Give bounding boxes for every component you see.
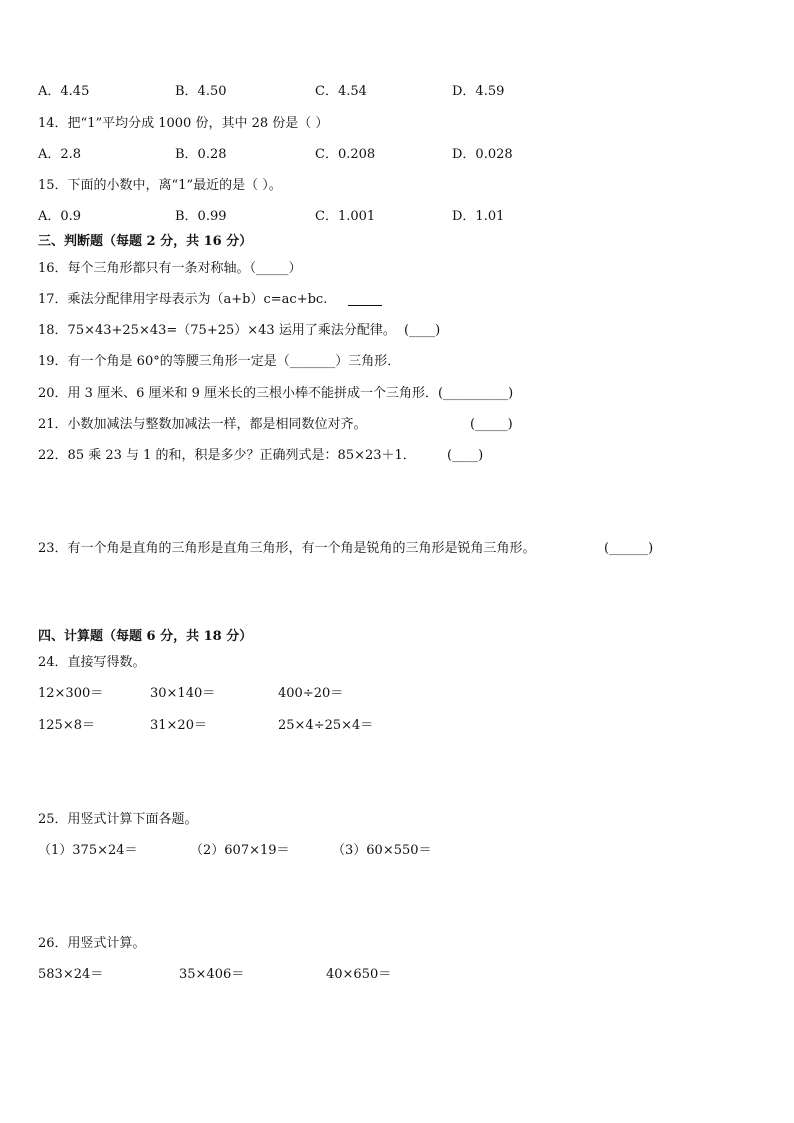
q25-item-2: （2）607×19＝ (190, 843, 290, 858)
q22-answer-paren[interactable]: (____) (447, 448, 484, 463)
q15-stem: 15．下面的小数中，离“1”最近的是（ ）。 (38, 178, 282, 193)
q15-option-c: C．1.001 (315, 209, 376, 224)
q15-option-a: A．0.9 (38, 209, 82, 224)
q14-option-d: D．0.028 (452, 147, 513, 162)
q25-item-1: （1）375×24＝ (38, 843, 138, 858)
q15-option-b: B．0.99 (175, 209, 227, 224)
section-4-title: 四、计算题（每题 6 分，共 18 分） (38, 629, 253, 644)
q13-option-d: D．4.59 (452, 84, 505, 99)
q24-item-1: 12×300＝ (38, 686, 104, 701)
q26-stem: 26．用竖式计算。 (38, 936, 146, 951)
q18: 18．75×43+25×43=（75+25）×43 运用了乘法分配律。 (38, 323, 396, 338)
section-3-title: 三、判断题（每题 2 分，共 16 分） (38, 234, 253, 249)
q14-stem: 14．把“1”平均分成 1000 份，其中 28 份是（ ） (38, 116, 329, 131)
q19: 19．有一个角是 60°的等腰三角形一定是（_______）三角形． (38, 354, 401, 369)
q25-item-3: （3）60×550＝ (332, 843, 432, 858)
q13-option-a: A．4.45 (38, 84, 90, 99)
q24-item-6: 25×4÷25×4＝ (278, 718, 374, 733)
q15-option-d: D．1.01 (452, 209, 505, 224)
q22: 22．85 乘 23 与 1 的和，积是多少？正确列式是：85×23＋1． (38, 448, 416, 463)
q13-option-b: B．4.50 (175, 84, 227, 99)
q24-stem: 24．直接写得数。 (38, 655, 146, 670)
q14-option-c: C．0.208 (315, 147, 376, 162)
q18-answer-paren[interactable]: (____) (404, 323, 441, 338)
q25-stem: 25．用竖式计算下面各题。 (38, 812, 198, 827)
q23: 23．有一个角是直角的三角形是直角三角形，有一个角是锐角的三角形是锐角三角形。 (38, 541, 536, 556)
q17: 17．乘法分配律用字母表示为（a+b）c=ac+bc. (38, 292, 328, 307)
q13-option-c: C．4.54 (315, 84, 367, 99)
q14-option-a: A．2.8 (38, 147, 82, 162)
q24-item-3: 400÷20＝ (278, 686, 344, 701)
q21: 21．小数加减法与整数加减法一样，都是相同数位对齐。 (38, 417, 367, 432)
q24-item-4: 125×8＝ (38, 718, 95, 733)
q23-answer-paren[interactable]: (______) (604, 541, 654, 556)
q26-item-1: 583×24＝ (38, 967, 104, 982)
q17-answer-blank[interactable] (348, 293, 382, 306)
q16: 16．每个三角形都只有一条对称轴。（_____） (38, 261, 302, 276)
q26-item-3: 40×650＝ (326, 967, 392, 982)
q14-option-b: B．0.28 (175, 147, 227, 162)
q21-answer-paren[interactable]: (_____) (470, 417, 513, 432)
q24-item-5: 31×20＝ (150, 718, 207, 733)
q26-item-2: 35×406＝ (179, 967, 245, 982)
q20: 20．用 3 厘米、6 厘米和 9 厘米长的三根小棒不能拼成一个三角形．(__________) (38, 386, 514, 401)
q24-item-2: 30×140＝ (150, 686, 216, 701)
